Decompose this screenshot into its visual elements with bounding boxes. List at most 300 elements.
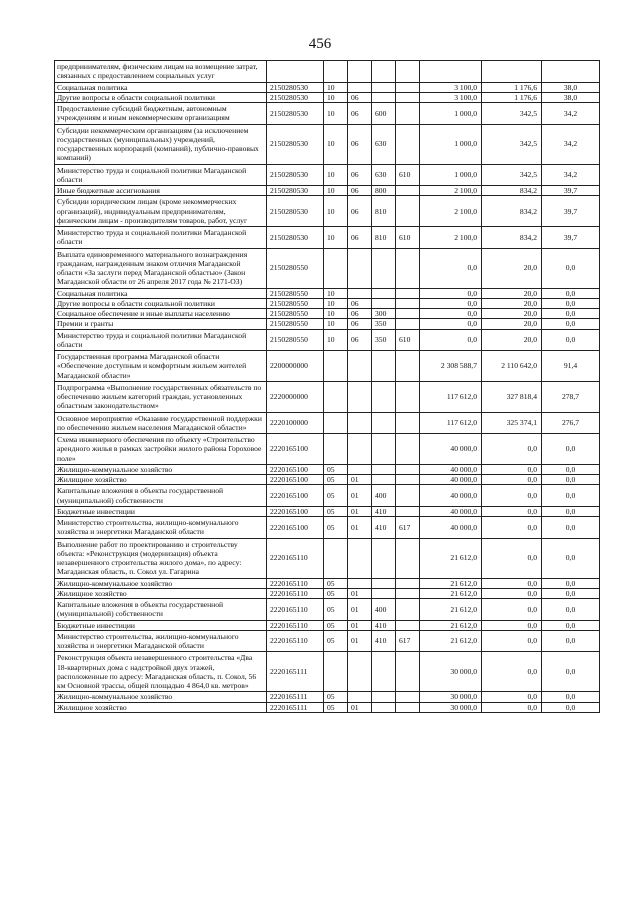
section-code-cell: 05 bbox=[324, 506, 348, 516]
planned-amount-cell: 2 100,0 bbox=[420, 186, 482, 196]
planned-amount-cell: 40 000,0 bbox=[420, 464, 482, 474]
section-code-cell: 05 bbox=[324, 578, 348, 588]
section-code-cell bbox=[324, 538, 348, 578]
execution-percent-cell: 0,0 bbox=[542, 288, 600, 298]
executed-amount-cell: 0,0 bbox=[482, 485, 542, 507]
target-article-code-cell: 2150280550 bbox=[267, 298, 324, 308]
subsection-code-cell bbox=[348, 434, 372, 465]
administrator-code-cell bbox=[396, 578, 420, 588]
expense-name-cell: Государственная программа Магаданской области «Обеспечение доступным и комфортным жильем жителей Магаданской области» bbox=[55, 351, 267, 382]
execution-percent-cell: 0,0 bbox=[542, 329, 600, 351]
subsection-code-cell bbox=[348, 652, 372, 692]
administrator-code-cell: 610 bbox=[396, 329, 420, 351]
subsection-code-cell: 06 bbox=[348, 319, 372, 329]
subsection-code-cell: 06 bbox=[348, 329, 372, 351]
executed-amount-cell: 0,0 bbox=[482, 578, 542, 588]
section-code-cell: 05 bbox=[324, 599, 348, 621]
execution-percent-cell: 0,0 bbox=[542, 620, 600, 630]
executed-amount-cell: 2 110 642,0 bbox=[482, 351, 542, 382]
expense-name-cell: Реконструкция объекта незавершенного строительства «Два 18-квартирных дома с надстройкой двух этажей, расположенные по адресу: Магаданская область, п. Сокол, 56 км Основной трассы, общей площадью 4 864,0 кв. метров» bbox=[55, 652, 267, 692]
execution-percent-cell: 0,0 bbox=[542, 475, 600, 485]
subsection-code-cell: 01 bbox=[348, 506, 372, 516]
executed-amount-cell: 325 374,1 bbox=[482, 412, 542, 434]
expense-type-code-cell bbox=[372, 298, 396, 308]
expense-type-code-cell: 410 bbox=[372, 517, 396, 539]
target-article-code-cell: 2150280530 bbox=[267, 227, 324, 249]
planned-amount-cell: 21 612,0 bbox=[420, 578, 482, 588]
expense-name-cell: Жилищное хозяйство bbox=[55, 702, 267, 712]
expense-type-code-cell bbox=[372, 92, 396, 102]
target-article-code-cell: 2220165100 bbox=[267, 434, 324, 465]
expense-type-code-cell: 410 bbox=[372, 630, 396, 652]
target-article-code-cell: 2220165111 bbox=[267, 652, 324, 692]
section-code-cell: 05 bbox=[324, 692, 348, 702]
executed-amount-cell: 0,0 bbox=[482, 620, 542, 630]
execution-percent-cell: 0,0 bbox=[542, 588, 600, 598]
section-code-cell: 05 bbox=[324, 475, 348, 485]
subsection-code-cell: 06 bbox=[348, 92, 372, 102]
planned-amount-cell: 0,0 bbox=[420, 309, 482, 319]
expense-type-code-cell: 630 bbox=[372, 124, 396, 164]
section-code-cell: 10 bbox=[324, 82, 348, 92]
executed-amount-cell: 0,0 bbox=[482, 630, 542, 652]
executed-amount-cell: 834,2 bbox=[482, 186, 542, 196]
budget-table bbox=[54, 60, 600, 713]
target-article-code-cell: 2220165110 bbox=[267, 538, 324, 578]
expense-name-cell: Бюджетные инвестиции bbox=[55, 506, 267, 516]
administrator-code-cell bbox=[396, 196, 420, 227]
expense-name-cell: Жилищно-коммунальное хозяйство bbox=[55, 578, 267, 588]
planned-amount-cell: 1 000,0 bbox=[420, 124, 482, 164]
table-row bbox=[55, 578, 600, 588]
section-code-cell bbox=[324, 351, 348, 382]
administrator-code-cell: 610 bbox=[396, 227, 420, 249]
expense-name-cell: Социальная политика bbox=[55, 82, 267, 92]
section-code-cell: 10 bbox=[324, 196, 348, 227]
executed-amount-cell: 20,0 bbox=[482, 288, 542, 298]
target-article-code-cell: 2150280530 bbox=[267, 196, 324, 227]
expense-name-cell: Социальная политика bbox=[55, 288, 267, 298]
planned-amount-cell: 40 000,0 bbox=[420, 475, 482, 485]
target-article-code-cell: 2150280530 bbox=[267, 103, 324, 125]
executed-amount-cell: 0,0 bbox=[482, 434, 542, 465]
budget-table-wrap bbox=[54, 60, 599, 713]
execution-percent-cell: 0,0 bbox=[542, 319, 600, 329]
target-article-code-cell: 2220165111 bbox=[267, 692, 324, 702]
section-code-cell bbox=[324, 434, 348, 465]
administrator-code-cell bbox=[396, 82, 420, 92]
subsection-code-cell bbox=[348, 248, 372, 288]
administrator-code-cell bbox=[396, 412, 420, 434]
target-article-code-cell: 2150280550 bbox=[267, 319, 324, 329]
target-article-code-cell: 2220165111 bbox=[267, 702, 324, 712]
expense-type-code-cell bbox=[372, 288, 396, 298]
table-row bbox=[55, 351, 600, 382]
execution-percent-cell: 0,0 bbox=[542, 464, 600, 474]
administrator-code-cell bbox=[396, 61, 420, 83]
section-code-cell: 10 bbox=[324, 329, 348, 351]
table-row bbox=[55, 538, 600, 578]
execution-percent-cell: 0,0 bbox=[542, 692, 600, 702]
table-row bbox=[55, 412, 600, 434]
table-row bbox=[55, 630, 600, 652]
administrator-code-cell bbox=[396, 298, 420, 308]
expense-type-code-cell: 400 bbox=[372, 485, 396, 507]
table-row bbox=[55, 702, 600, 712]
expense-type-code-cell bbox=[372, 652, 396, 692]
target-article-code-cell: 2220165110 bbox=[267, 620, 324, 630]
administrator-code-cell bbox=[396, 288, 420, 298]
executed-amount-cell: 0,0 bbox=[482, 475, 542, 485]
subsection-code-cell bbox=[348, 381, 372, 412]
target-article-code-cell: 2150280550 bbox=[267, 329, 324, 351]
subsection-code-cell: 01 bbox=[348, 620, 372, 630]
administrator-code-cell bbox=[396, 475, 420, 485]
expense-type-code-cell: 800 bbox=[372, 186, 396, 196]
execution-percent-cell: 38,0 bbox=[542, 92, 600, 102]
expense-type-code-cell bbox=[372, 588, 396, 598]
planned-amount-cell: 2 100,0 bbox=[420, 196, 482, 227]
execution-percent-cell: 0,0 bbox=[542, 538, 600, 578]
execution-percent-cell: 39,7 bbox=[542, 196, 600, 227]
executed-amount-cell: 342,5 bbox=[482, 103, 542, 125]
expense-name-cell: Другие вопросы в области социальной политики bbox=[55, 92, 267, 102]
table-row bbox=[55, 309, 600, 319]
table-row bbox=[55, 517, 600, 539]
target-article-code-cell: 2220100000 bbox=[267, 412, 324, 434]
target-article-code-cell: 2220165110 bbox=[267, 588, 324, 598]
subsection-code-cell: 06 bbox=[348, 227, 372, 249]
table-row bbox=[55, 196, 600, 227]
expense-type-code-cell bbox=[372, 692, 396, 702]
administrator-code-cell bbox=[396, 702, 420, 712]
planned-amount-cell: 21 612,0 bbox=[420, 588, 482, 598]
executed-amount-cell: 0,0 bbox=[482, 599, 542, 621]
subsection-code-cell: 01 bbox=[348, 588, 372, 598]
target-article-code-cell bbox=[267, 61, 324, 83]
expense-name-cell: Выплата единовременного материального вознаграждения гражданам, награжденным знаком отличия Магаданской области «За заслуги перед Магаданской областью» (Закон Магаданской области от 26 апреля 2017 года № 2171-ОЗ) bbox=[55, 248, 267, 288]
table-row bbox=[55, 124, 600, 164]
planned-amount-cell: 0,0 bbox=[420, 248, 482, 288]
subsection-code-cell: 06 bbox=[348, 196, 372, 227]
table-row bbox=[55, 620, 600, 630]
section-code-cell bbox=[324, 652, 348, 692]
execution-percent-cell: 0,0 bbox=[542, 517, 600, 539]
expense-name-cell: Министерство строительства, жилищно-коммунального хозяйства и энергетики Магаданской области bbox=[55, 630, 267, 652]
subsection-code-cell bbox=[348, 578, 372, 588]
expense-type-code-cell bbox=[372, 412, 396, 434]
administrator-code-cell bbox=[396, 464, 420, 474]
planned-amount-cell: 0,0 bbox=[420, 329, 482, 351]
executed-amount-cell bbox=[482, 61, 542, 83]
expense-name-cell: Другие вопросы в области социальной политики bbox=[55, 298, 267, 308]
execution-percent-cell: 0,0 bbox=[542, 652, 600, 692]
execution-percent-cell: 34,2 bbox=[542, 164, 600, 186]
table-row bbox=[55, 475, 600, 485]
expense-type-code-cell bbox=[372, 61, 396, 83]
table-row bbox=[55, 248, 600, 288]
subsection-code-cell: 01 bbox=[348, 475, 372, 485]
subsection-code-cell bbox=[348, 61, 372, 83]
executed-amount-cell: 342,5 bbox=[482, 164, 542, 186]
execution-percent-cell: 0,0 bbox=[542, 434, 600, 465]
section-code-cell: 10 bbox=[324, 92, 348, 102]
subsection-code-cell: 01 bbox=[348, 485, 372, 507]
section-code-cell: 05 bbox=[324, 702, 348, 712]
table-row bbox=[55, 227, 600, 249]
expense-type-code-cell: 400 bbox=[372, 599, 396, 621]
planned-amount-cell: 0,0 bbox=[420, 298, 482, 308]
execution-percent-cell: 0,0 bbox=[542, 630, 600, 652]
subsection-code-cell: 06 bbox=[348, 298, 372, 308]
execution-percent-cell: 0,0 bbox=[542, 298, 600, 308]
expense-type-code-cell bbox=[372, 82, 396, 92]
target-article-code-cell: 2220165110 bbox=[267, 578, 324, 588]
administrator-code-cell bbox=[396, 103, 420, 125]
execution-percent-cell: 0,0 bbox=[542, 248, 600, 288]
section-code-cell: 10 bbox=[324, 298, 348, 308]
planned-amount-cell: 21 612,0 bbox=[420, 620, 482, 630]
execution-percent-cell: 91,4 bbox=[542, 351, 600, 382]
table-row bbox=[55, 103, 600, 125]
executed-amount-cell: 0,0 bbox=[482, 702, 542, 712]
subsection-code-cell: 06 bbox=[348, 309, 372, 319]
executed-amount-cell: 20,0 bbox=[482, 329, 542, 351]
administrator-code-cell: 610 bbox=[396, 164, 420, 186]
expense-type-code-cell: 300 bbox=[372, 309, 396, 319]
planned-amount-cell: 40 000,0 bbox=[420, 517, 482, 539]
table-row bbox=[55, 298, 600, 308]
administrator-code-cell bbox=[396, 186, 420, 196]
administrator-code-cell bbox=[396, 588, 420, 598]
target-article-code-cell: 2150280530 bbox=[267, 92, 324, 102]
expense-type-code-cell: 410 bbox=[372, 506, 396, 516]
table-row bbox=[55, 186, 600, 196]
execution-percent-cell: 0,0 bbox=[542, 309, 600, 319]
expense-name-cell: Иные бюджетные ассигнования bbox=[55, 186, 267, 196]
subsection-code-cell: 01 bbox=[348, 599, 372, 621]
execution-percent-cell: 39,7 bbox=[542, 186, 600, 196]
expense-name-cell: Жилищно-коммунальное хозяйство bbox=[55, 692, 267, 702]
executed-amount-cell: 0,0 bbox=[482, 517, 542, 539]
subsection-code-cell bbox=[348, 538, 372, 578]
planned-amount-cell: 2 100,0 bbox=[420, 227, 482, 249]
table-row bbox=[55, 599, 600, 621]
section-code-cell: 05 bbox=[324, 464, 348, 474]
execution-percent-cell: 39,7 bbox=[542, 227, 600, 249]
planned-amount-cell: 21 612,0 bbox=[420, 630, 482, 652]
target-article-code-cell: 2220165100 bbox=[267, 475, 324, 485]
subsection-code-cell: 06 bbox=[348, 124, 372, 164]
expense-name-cell: Премии и гранты bbox=[55, 319, 267, 329]
expense-name-cell: Субсидии некоммерческим организациям (за исключением государственных (муниципальных) учреждений, государственных корпораций (компаний), публично-правовых компаний) bbox=[55, 124, 267, 164]
administrator-code-cell bbox=[396, 309, 420, 319]
target-article-code-cell: 2220165110 bbox=[267, 630, 324, 652]
execution-percent-cell bbox=[542, 61, 600, 83]
planned-amount-cell: 0,0 bbox=[420, 319, 482, 329]
target-article-code-cell: 2150280550 bbox=[267, 288, 324, 298]
subsection-code-cell: 01 bbox=[348, 630, 372, 652]
table-row bbox=[55, 588, 600, 598]
expense-name-cell: Жилищно-коммунальное хозяйство bbox=[55, 464, 267, 474]
section-code-cell: 10 bbox=[324, 124, 348, 164]
planned-amount-cell: 1 000,0 bbox=[420, 164, 482, 186]
administrator-code-cell bbox=[396, 124, 420, 164]
executed-amount-cell: 0,0 bbox=[482, 588, 542, 598]
executed-amount-cell: 342,5 bbox=[482, 124, 542, 164]
planned-amount-cell: 40 000,0 bbox=[420, 506, 482, 516]
table-row bbox=[55, 692, 600, 702]
administrator-code-cell bbox=[396, 692, 420, 702]
target-article-code-cell: 2150280530 bbox=[267, 124, 324, 164]
expense-name-cell: Бюджетные инвестиции bbox=[55, 620, 267, 630]
expense-type-code-cell: 350 bbox=[372, 319, 396, 329]
execution-percent-cell: 0,0 bbox=[542, 578, 600, 588]
expense-type-code-cell bbox=[372, 434, 396, 465]
subsection-code-cell: 01 bbox=[348, 702, 372, 712]
executed-amount-cell: 0,0 bbox=[482, 692, 542, 702]
expense-type-code-cell bbox=[372, 475, 396, 485]
subsection-code-cell bbox=[348, 692, 372, 702]
table-row bbox=[55, 319, 600, 329]
expense-type-code-cell: 350 bbox=[372, 329, 396, 351]
expense-name-cell: Подпрограмма «Выполнение государственных обязательств по обеспечению жильем категорий граждан, установленных областным законодательством» bbox=[55, 381, 267, 412]
subsection-code-cell: 06 bbox=[348, 164, 372, 186]
subsection-code-cell: 01 bbox=[348, 517, 372, 539]
administrator-code-cell bbox=[396, 599, 420, 621]
target-article-code-cell: 2150280550 bbox=[267, 248, 324, 288]
expense-type-code-cell: 630 bbox=[372, 164, 396, 186]
section-code-cell bbox=[324, 248, 348, 288]
expense-type-code-cell bbox=[372, 351, 396, 382]
execution-percent-cell: 34,2 bbox=[542, 124, 600, 164]
table-row bbox=[55, 381, 600, 412]
expense-name-cell: Капитальные вложения в объекты государственной (муниципальной) собственности bbox=[55, 599, 267, 621]
section-code-cell: 10 bbox=[324, 319, 348, 329]
table-row bbox=[55, 329, 600, 351]
subsection-code-cell bbox=[348, 82, 372, 92]
administrator-code-cell bbox=[396, 485, 420, 507]
table-row bbox=[55, 61, 600, 83]
expense-name-cell: Субсидии юридическим лицам (кроме некоммерческих организаций), индивидуальным предпринимателям, физическим лицам - производителям товаров, работ, услуг bbox=[55, 196, 267, 227]
expense-name-cell: Министерство труда и социальной политики Магаданской области bbox=[55, 329, 267, 351]
target-article-code-cell: 2150280550 bbox=[267, 309, 324, 319]
target-article-code-cell: 2150280530 bbox=[267, 164, 324, 186]
administrator-code-cell: 617 bbox=[396, 517, 420, 539]
table-row bbox=[55, 288, 600, 298]
executed-amount-cell: 0,0 bbox=[482, 506, 542, 516]
section-code-cell: 10 bbox=[324, 309, 348, 319]
administrator-code-cell bbox=[396, 652, 420, 692]
target-article-code-cell: 2220000000 bbox=[267, 381, 324, 412]
target-article-code-cell: 2150280530 bbox=[267, 82, 324, 92]
table-row bbox=[55, 485, 600, 507]
planned-amount-cell: 40 000,0 bbox=[420, 485, 482, 507]
section-code-cell: 05 bbox=[324, 620, 348, 630]
section-code-cell: 05 bbox=[324, 630, 348, 652]
administrator-code-cell bbox=[396, 248, 420, 288]
execution-percent-cell: 38,0 bbox=[542, 82, 600, 92]
administrator-code-cell bbox=[396, 351, 420, 382]
table-row bbox=[55, 164, 600, 186]
executed-amount-cell: 1 176,6 bbox=[482, 82, 542, 92]
table-row bbox=[55, 82, 600, 92]
target-article-code-cell: 2220165100 bbox=[267, 517, 324, 539]
target-article-code-cell: 2220165100 bbox=[267, 506, 324, 516]
section-code-cell: 10 bbox=[324, 288, 348, 298]
section-code-cell: 05 bbox=[324, 588, 348, 598]
table-row bbox=[55, 92, 600, 102]
execution-percent-cell: 278,7 bbox=[542, 381, 600, 412]
executed-amount-cell: 0,0 bbox=[482, 464, 542, 474]
expense-type-code-cell bbox=[372, 464, 396, 474]
expense-name-cell: Основное мероприятие «Оказание государственной поддержки по обеспечению жильем населения Магаданской области» bbox=[55, 412, 267, 434]
expense-type-code-cell bbox=[372, 381, 396, 412]
table-row bbox=[55, 464, 600, 474]
planned-amount-cell: 117 612,0 bbox=[420, 381, 482, 412]
executed-amount-cell: 20,0 bbox=[482, 319, 542, 329]
execution-percent-cell: 0,0 bbox=[542, 506, 600, 516]
subsection-code-cell bbox=[348, 351, 372, 382]
table-row bbox=[55, 434, 600, 465]
executed-amount-cell: 0,0 bbox=[482, 652, 542, 692]
execution-percent-cell: 34,2 bbox=[542, 103, 600, 125]
target-article-code-cell: 2220165100 bbox=[267, 485, 324, 507]
planned-amount-cell: 30 000,0 bbox=[420, 692, 482, 702]
section-code-cell: 05 bbox=[324, 517, 348, 539]
expense-name-cell: Предоставление субсидий бюджетным, автономным учреждениям и иным некоммерческим организациям bbox=[55, 103, 267, 125]
expense-name-cell: Выполнение работ по проектированию и строительству объекта: «Реконструкция (модернизация) объекта незавершенного строительства жилого дома», по адресу: Магаданская область, п. Сокол ул. Гагарина bbox=[55, 538, 267, 578]
section-code-cell: 05 bbox=[324, 485, 348, 507]
planned-amount-cell: 30 000,0 bbox=[420, 652, 482, 692]
planned-amount-cell: 3 100,0 bbox=[420, 82, 482, 92]
executed-amount-cell: 20,0 bbox=[482, 309, 542, 319]
subsection-code-cell: 06 bbox=[348, 103, 372, 125]
execution-percent-cell: 0,0 bbox=[542, 702, 600, 712]
administrator-code-cell bbox=[396, 319, 420, 329]
execution-percent-cell: 0,0 bbox=[542, 485, 600, 507]
planned-amount-cell: 21 612,0 bbox=[420, 538, 482, 578]
execution-percent-cell: 0,0 bbox=[542, 599, 600, 621]
table-row bbox=[55, 652, 600, 692]
administrator-code-cell bbox=[396, 506, 420, 516]
subsection-code-cell bbox=[348, 464, 372, 474]
executed-amount-cell: 834,2 bbox=[482, 196, 542, 227]
target-article-code-cell: 2200000000 bbox=[267, 351, 324, 382]
planned-amount-cell: 2 308 588,7 bbox=[420, 351, 482, 382]
administrator-code-cell: 617 bbox=[396, 630, 420, 652]
section-code-cell: 10 bbox=[324, 227, 348, 249]
section-code-cell: 10 bbox=[324, 164, 348, 186]
expense-type-code-cell bbox=[372, 702, 396, 712]
expense-name-cell: предпринимателям, физическим лицам на возмещение затрат, связанных с предоставлением социальных услуг bbox=[55, 61, 267, 83]
expense-type-code-cell bbox=[372, 578, 396, 588]
expense-name-cell: Министерство строительства, жилищно-коммунального хозяйства и энергетики Магаданской области bbox=[55, 517, 267, 539]
executed-amount-cell: 20,0 bbox=[482, 248, 542, 288]
section-code-cell bbox=[324, 61, 348, 83]
expense-name-cell: Министерство труда и социальной политики Магаданской области bbox=[55, 164, 267, 186]
subsection-code-cell: 06 bbox=[348, 186, 372, 196]
section-code-cell bbox=[324, 381, 348, 412]
executed-amount-cell: 20,0 bbox=[482, 298, 542, 308]
administrator-code-cell bbox=[396, 434, 420, 465]
executed-amount-cell: 327 818,4 bbox=[482, 381, 542, 412]
expense-name-cell: Жилищное хозяйство bbox=[55, 588, 267, 598]
administrator-code-cell bbox=[396, 620, 420, 630]
expense-type-code-cell: 410 bbox=[372, 620, 396, 630]
expense-type-code-cell: 600 bbox=[372, 103, 396, 125]
planned-amount-cell bbox=[420, 61, 482, 83]
